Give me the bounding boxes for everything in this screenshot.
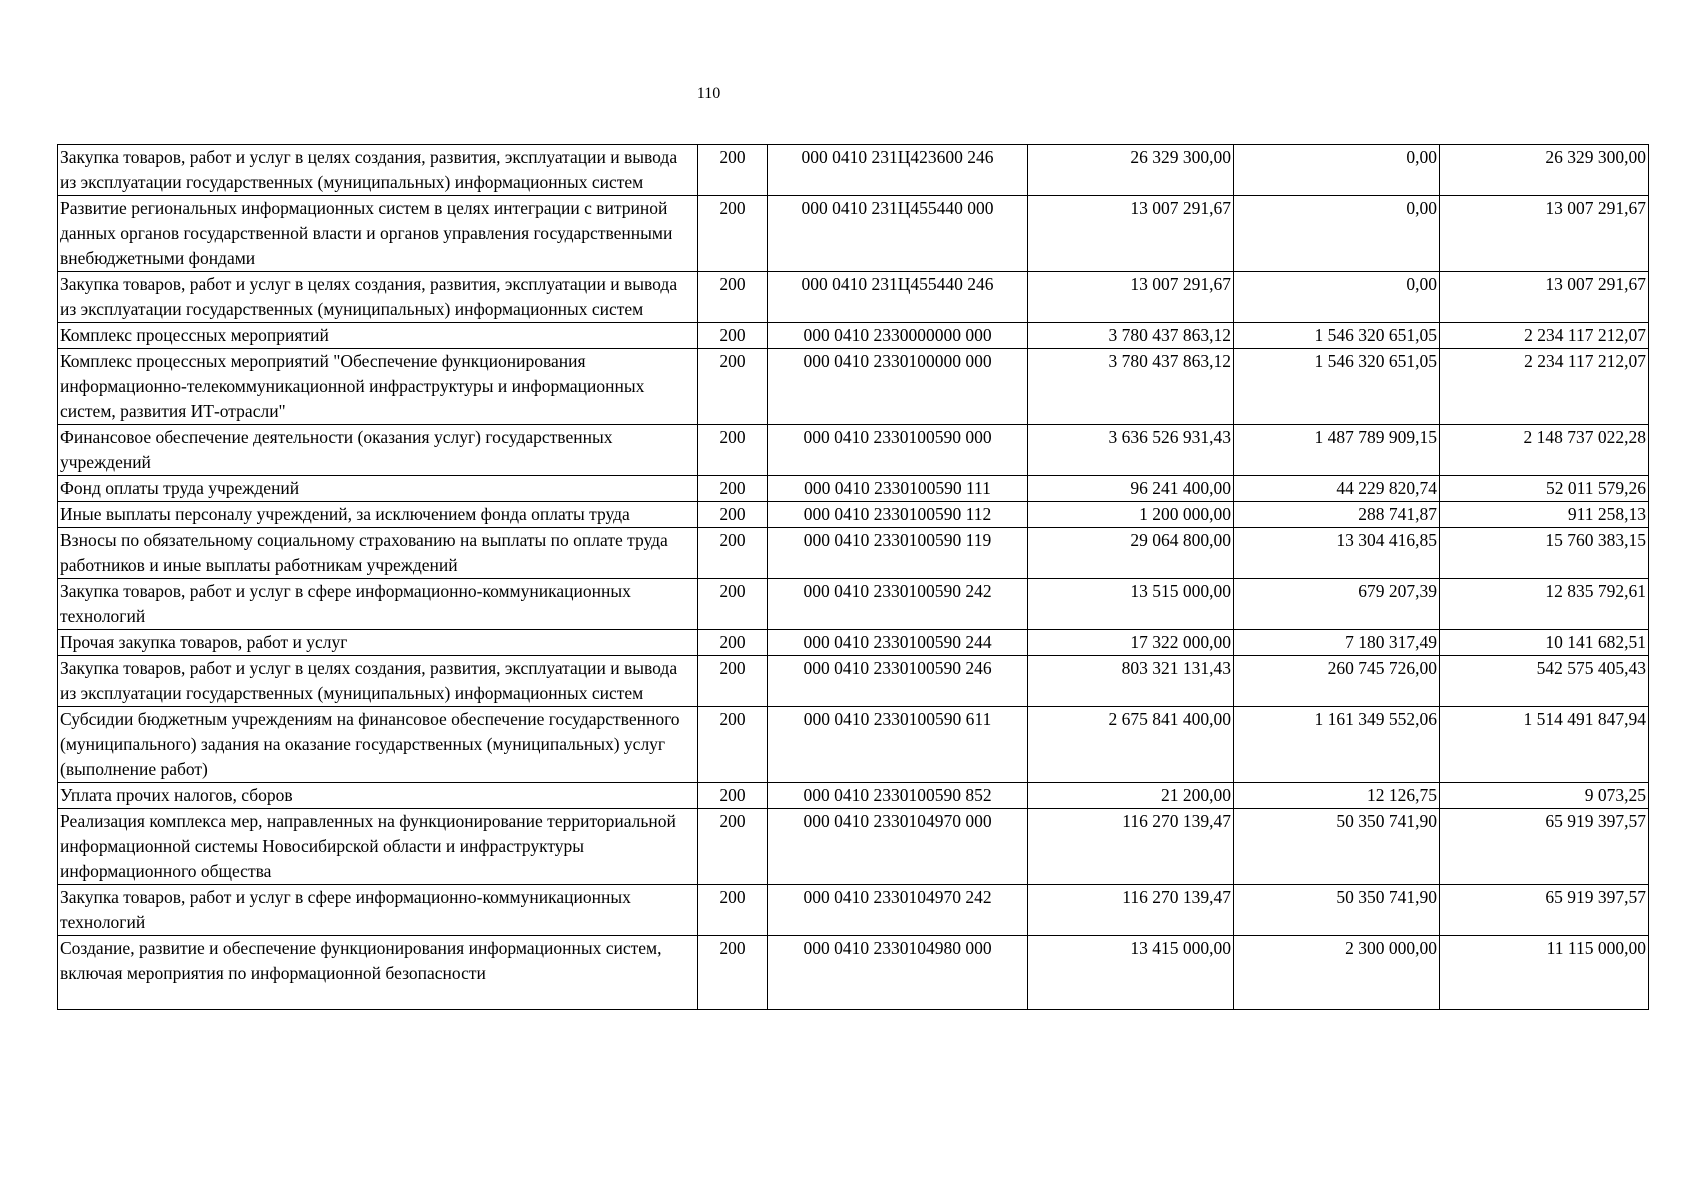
table-row bbox=[58, 809, 1649, 885]
row-approved: 803 321 131,43 bbox=[1028, 656, 1234, 707]
row-unexecuted: 911 258,13 bbox=[1440, 502, 1649, 528]
row-name: Реализация комплекса мер, направленных на функционирование территориальной информационной системы Новосибирской области и инфраструктуры информационного общества bbox=[58, 809, 698, 885]
row-code: 200 bbox=[698, 349, 768, 425]
table-row bbox=[58, 579, 1649, 630]
table-row bbox=[58, 783, 1649, 809]
row-unexecuted: 9 073,25 bbox=[1440, 783, 1649, 809]
row-name: Развитие региональных информационных систем в целях интеграции с витриной данных органов государственной власти и органов управления государственными внебюджетными фондами bbox=[58, 196, 698, 272]
table-row bbox=[58, 425, 1649, 476]
row-executed: 260 745 726,00 bbox=[1234, 656, 1440, 707]
row-kbk: 000 0410 2330104970 000 bbox=[768, 809, 1028, 885]
row-unexecuted: 26 329 300,00 bbox=[1440, 145, 1649, 196]
row-name: Субсидии бюджетным учреждениям на финансовое обеспечение государственного (муниципального) задания на оказание государственных (муниципальных) услуг (выполнение работ) bbox=[58, 707, 698, 783]
row-approved: 116 270 139,47 bbox=[1028, 809, 1234, 885]
row-name: Комплекс процессных мероприятий "Обеспечение функционирования информационно-телекоммуникационной инфраструктуры и информационных систем, развития ИТ-отрасли" bbox=[58, 349, 698, 425]
row-approved: 26 329 300,00 bbox=[1028, 145, 1234, 196]
row-code: 200 bbox=[698, 809, 768, 885]
row-code: 200 bbox=[698, 425, 768, 476]
table-row bbox=[58, 272, 1649, 323]
row-executed: 679 207,39 bbox=[1234, 579, 1440, 630]
row-unexecuted: 65 919 397,57 bbox=[1440, 885, 1649, 936]
page-number: 110 bbox=[696, 85, 721, 102]
row-name: Уплата прочих налогов, сборов bbox=[58, 783, 698, 809]
row-code: 200 bbox=[698, 272, 768, 323]
row-name: Закупка товаров, работ и услуг в сфере информационно-коммуникационных технологий bbox=[58, 579, 698, 630]
row-approved: 13 007 291,67 bbox=[1028, 272, 1234, 323]
row-name: Создание, развитие и обеспечение функционирования информационных систем, включая мероприятия по информационной безопасности bbox=[58, 936, 698, 1010]
row-executed: 1 161 349 552,06 bbox=[1234, 707, 1440, 783]
row-executed: 1 487 789 909,15 bbox=[1234, 425, 1440, 476]
row-approved: 13 415 000,00 bbox=[1028, 936, 1234, 1010]
row-unexecuted: 12 835 792,61 bbox=[1440, 579, 1649, 630]
row-executed: 0,00 bbox=[1234, 196, 1440, 272]
row-kbk: 000 0410 2330100590 111 bbox=[768, 476, 1028, 502]
row-approved: 17 322 000,00 bbox=[1028, 630, 1234, 656]
row-kbk: 000 0410 2330100590 242 bbox=[768, 579, 1028, 630]
table-row bbox=[58, 707, 1649, 783]
row-unexecuted: 2 234 117 212,07 bbox=[1440, 349, 1649, 425]
row-executed: 1 546 320 651,05 bbox=[1234, 349, 1440, 425]
row-approved: 1 200 000,00 bbox=[1028, 502, 1234, 528]
row-kbk: 000 0410 2330104980 000 bbox=[768, 936, 1028, 1010]
row-code: 200 bbox=[698, 783, 768, 809]
row-kbk: 000 0410 2330100590 112 bbox=[768, 502, 1028, 528]
table-row bbox=[58, 476, 1649, 502]
row-code: 200 bbox=[698, 528, 768, 579]
row-name: Финансовое обеспечение деятельности (оказания услуг) государственных учреждений bbox=[58, 425, 698, 476]
row-approved: 13 007 291,67 bbox=[1028, 196, 1234, 272]
row-kbk: 000 0410 231Ц455440 246 bbox=[768, 272, 1028, 323]
row-executed: 1 546 320 651,05 bbox=[1234, 323, 1440, 349]
row-code: 200 bbox=[698, 885, 768, 936]
row-executed: 2 300 000,00 bbox=[1234, 936, 1440, 1010]
row-executed: 0,00 bbox=[1234, 145, 1440, 196]
table-body bbox=[58, 145, 1649, 1010]
row-code: 200 bbox=[698, 656, 768, 707]
row-unexecuted: 13 007 291,67 bbox=[1440, 272, 1649, 323]
row-kbk: 000 0410 2330100000 000 bbox=[768, 349, 1028, 425]
row-name: Комплекс процессных мероприятий bbox=[58, 323, 698, 349]
table-row bbox=[58, 936, 1649, 1010]
row-kbk: 000 0410 2330100590 852 bbox=[768, 783, 1028, 809]
row-approved: 21 200,00 bbox=[1028, 783, 1234, 809]
table-row bbox=[58, 656, 1649, 707]
table-row bbox=[58, 349, 1649, 425]
row-approved: 13 515 000,00 bbox=[1028, 579, 1234, 630]
row-kbk: 000 0410 2330100590 244 bbox=[768, 630, 1028, 656]
row-kbk: 000 0410 2330000000 000 bbox=[768, 323, 1028, 349]
row-code: 200 bbox=[698, 196, 768, 272]
row-executed: 7 180 317,49 bbox=[1234, 630, 1440, 656]
budget-execution-table bbox=[57, 144, 1649, 1010]
row-name: Прочая закупка товаров, работ и услуг bbox=[58, 630, 698, 656]
table-row bbox=[58, 196, 1649, 272]
row-executed: 44 229 820,74 bbox=[1234, 476, 1440, 502]
row-approved: 3 780 437 863,12 bbox=[1028, 349, 1234, 425]
row-kbk: 000 0410 2330104970 242 bbox=[768, 885, 1028, 936]
row-unexecuted: 52 011 579,26 bbox=[1440, 476, 1649, 502]
row-name: Закупка товаров, работ и услуг в целях создания, развития, эксплуатации и вывода из эксплуатации государственных (муниципальных) информационных систем bbox=[58, 145, 698, 196]
row-name: Взносы по обязательному социальному страхованию на выплаты по оплате труда работников и иные выплаты работникам учреждений bbox=[58, 528, 698, 579]
row-executed: 0,00 bbox=[1234, 272, 1440, 323]
row-unexecuted: 2 148 737 022,28 bbox=[1440, 425, 1649, 476]
row-unexecuted: 65 919 397,57 bbox=[1440, 809, 1649, 885]
row-executed: 13 304 416,85 bbox=[1234, 528, 1440, 579]
row-code: 200 bbox=[698, 936, 768, 1010]
row-kbk: 000 0410 2330100590 119 bbox=[768, 528, 1028, 579]
row-code: 200 bbox=[698, 502, 768, 528]
row-approved: 3 780 437 863,12 bbox=[1028, 323, 1234, 349]
row-name: Закупка товаров, работ и услуг в целях создания, развития, эксплуатации и вывода из эксплуатации государственных (муниципальных) информационных систем bbox=[58, 272, 698, 323]
row-name: Фонд оплаты труда учреждений bbox=[58, 476, 698, 502]
row-code: 200 bbox=[698, 707, 768, 783]
table-row bbox=[58, 885, 1649, 936]
table-row bbox=[58, 528, 1649, 579]
row-unexecuted: 2 234 117 212,07 bbox=[1440, 323, 1649, 349]
row-code: 200 bbox=[698, 145, 768, 196]
table-row bbox=[58, 145, 1649, 196]
row-unexecuted: 11 115 000,00 bbox=[1440, 936, 1649, 1010]
row-kbk: 000 0410 2330100590 246 bbox=[768, 656, 1028, 707]
row-kbk: 000 0410 2330100590 000 bbox=[768, 425, 1028, 476]
row-code: 200 bbox=[698, 323, 768, 349]
row-approved: 2 675 841 400,00 bbox=[1028, 707, 1234, 783]
row-executed: 12 126,75 bbox=[1234, 783, 1440, 809]
row-approved: 96 241 400,00 bbox=[1028, 476, 1234, 502]
row-approved: 3 636 526 931,43 bbox=[1028, 425, 1234, 476]
table-row bbox=[58, 323, 1649, 349]
row-kbk: 000 0410 231Ц423600 246 bbox=[768, 145, 1028, 196]
table-row bbox=[58, 502, 1649, 528]
row-name: Иные выплаты персоналу учреждений, за исключением фонда оплаты труда bbox=[58, 502, 698, 528]
row-unexecuted: 10 141 682,51 bbox=[1440, 630, 1649, 656]
row-approved: 29 064 800,00 bbox=[1028, 528, 1234, 579]
row-unexecuted: 1 514 491 847,94 bbox=[1440, 707, 1649, 783]
row-code: 200 bbox=[698, 476, 768, 502]
table-row bbox=[58, 630, 1649, 656]
row-code: 200 bbox=[698, 630, 768, 656]
row-name: Закупка товаров, работ и услуг в сфере информационно-коммуникационных технологий bbox=[58, 885, 698, 936]
row-executed: 50 350 741,90 bbox=[1234, 885, 1440, 936]
row-executed: 50 350 741,90 bbox=[1234, 809, 1440, 885]
row-code: 200 bbox=[698, 579, 768, 630]
row-unexecuted: 542 575 405,43 bbox=[1440, 656, 1649, 707]
row-name: Закупка товаров, работ и услуг в целях создания, развития, эксплуатации и вывода из эксплуатации государственных (муниципальных) информационных систем bbox=[58, 656, 698, 707]
row-unexecuted: 15 760 383,15 bbox=[1440, 528, 1649, 579]
row-unexecuted: 13 007 291,67 bbox=[1440, 196, 1649, 272]
row-approved: 116 270 139,47 bbox=[1028, 885, 1234, 936]
row-kbk: 000 0410 231Ц455440 000 bbox=[768, 196, 1028, 272]
row-kbk: 000 0410 2330100590 611 bbox=[768, 707, 1028, 783]
row-executed: 288 741,87 bbox=[1234, 502, 1440, 528]
